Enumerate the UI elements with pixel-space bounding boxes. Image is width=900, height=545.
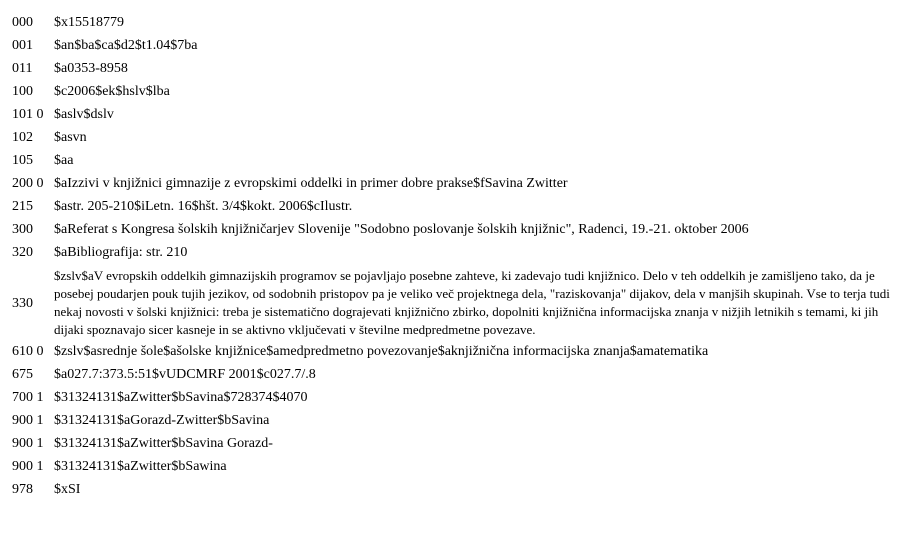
marc-field-675 <box>12 366 892 383</box>
marc-field-101 <box>12 106 892 123</box>
marc-field-700 <box>12 389 892 406</box>
marc-field-100 <box>12 83 892 100</box>
field-tag: 200 0 <box>12 176 44 191</box>
field-value: $an$ba$ca$d2$t1.04$7ba <box>54 38 198 53</box>
field-tag: 900 1 <box>12 413 44 428</box>
marc-field-610 <box>12 343 892 360</box>
marc-field-900 <box>12 412 892 429</box>
marc-field-000 <box>12 14 892 31</box>
field-tag: 300 <box>12 222 33 237</box>
field-tag: 000 <box>12 15 33 30</box>
marc-field-200 <box>12 175 892 192</box>
field-tag: 320 <box>12 245 33 260</box>
field-value: $aIzzivi v knjižnici gimnazije z evropskimi oddelki in primer dobre prakse$fSavina Zwitter <box>54 176 568 191</box>
marc-field-105 <box>12 152 892 169</box>
marc-field-102 <box>12 129 892 146</box>
marc-field-900 <box>12 435 892 452</box>
field-tag: 011 <box>12 61 33 76</box>
field-value: $aBibliografija: str. 210 <box>54 245 188 260</box>
field-value: $astr. 205-210$iLetn. 16$hšt. 3/4$kokt. 2006$cIlustr. <box>54 199 353 214</box>
field-value: $a027.7:373.5:51$vUDCMRF 2001$c027.7/.8 <box>54 367 316 382</box>
field-tag: 330 <box>12 295 33 311</box>
marc-field-300 <box>12 221 892 238</box>
field-value: $31324131$aGorazd-Zwitter$bSavina <box>54 413 270 428</box>
field-value: $aReferat s Kongresa šolskih knjižničarjev Slovenije "Sodobno poslovanje šolskih knjižnic", Radenci, 19.-21. oktober 2006 <box>54 222 749 237</box>
field-tag: 610 0 <box>12 344 44 359</box>
marc-field-215 <box>12 198 892 215</box>
field-value: $xSI <box>54 482 81 497</box>
field-tag: 101 0 <box>12 107 44 122</box>
field-tag: 001 <box>12 38 33 53</box>
field-value-abstract: $zslv$aV evropskih oddelkih gimnazijskih programov se pojavljajo posebne zahteve, ki zadevajo tudi knjižnico. Delo v teh oddelkih je zamišljeno tako, da je posebej poudarjen pouk tujih jezikov, od sodobnih pristopov pa je veliko več projektnega dela, "raziskovanja" dijakov, dela v manjših skupinah. Vse to terja tudi nekaj novosti v šolski knjižnici: treba je sistematično dograjevati knjižnično zbirko, dopolniti knjižnična informacijska znanja v nižjih letnikih s temami, ki jih dijaki spoznavajo sicer kasneje in se aktivno vključevati v številne medpredmetne povezave. <box>54 268 890 337</box>
field-value: $31324131$aZwitter$bSavina Gorazd- <box>54 436 273 451</box>
field-value: $zslv$asrednje šole$ašolske knjižnice$amedpredmetno povezovanje$aknjižnična informacijska znanja$amatematika <box>54 344 709 359</box>
field-value: $31324131$aZwitter$bSawina <box>54 459 227 474</box>
field-tag: 900 1 <box>12 459 44 474</box>
field-tag: 215 <box>12 199 33 214</box>
field-tag: 102 <box>12 130 33 145</box>
field-value: $aa <box>54 153 74 168</box>
field-tag: 900 1 <box>12 436 44 451</box>
field-value: $c2006$ek$hslv$lba <box>54 84 170 99</box>
marc-field-900 <box>12 458 892 475</box>
field-tag: 100 <box>12 84 33 99</box>
field-value: $aslv$dslv <box>54 107 114 122</box>
field-value: $31324131$aZwitter$bSavina$728374$4070 <box>54 390 308 405</box>
marc-field-330 <box>12 267 892 339</box>
marc-field-001 <box>12 37 892 54</box>
field-value: $x15518779 <box>54 15 124 30</box>
field-tag: 700 1 <box>12 390 44 405</box>
field-tag: 105 <box>12 153 33 168</box>
marc-field-978 <box>12 481 892 498</box>
marc-field-011 <box>12 60 892 77</box>
field-tag: 675 <box>12 367 33 382</box>
field-value: $a0353-8958 <box>54 61 128 76</box>
field-tag: 978 <box>12 482 33 497</box>
marc-field-320 <box>12 244 892 261</box>
field-value: $asvn <box>54 130 87 145</box>
